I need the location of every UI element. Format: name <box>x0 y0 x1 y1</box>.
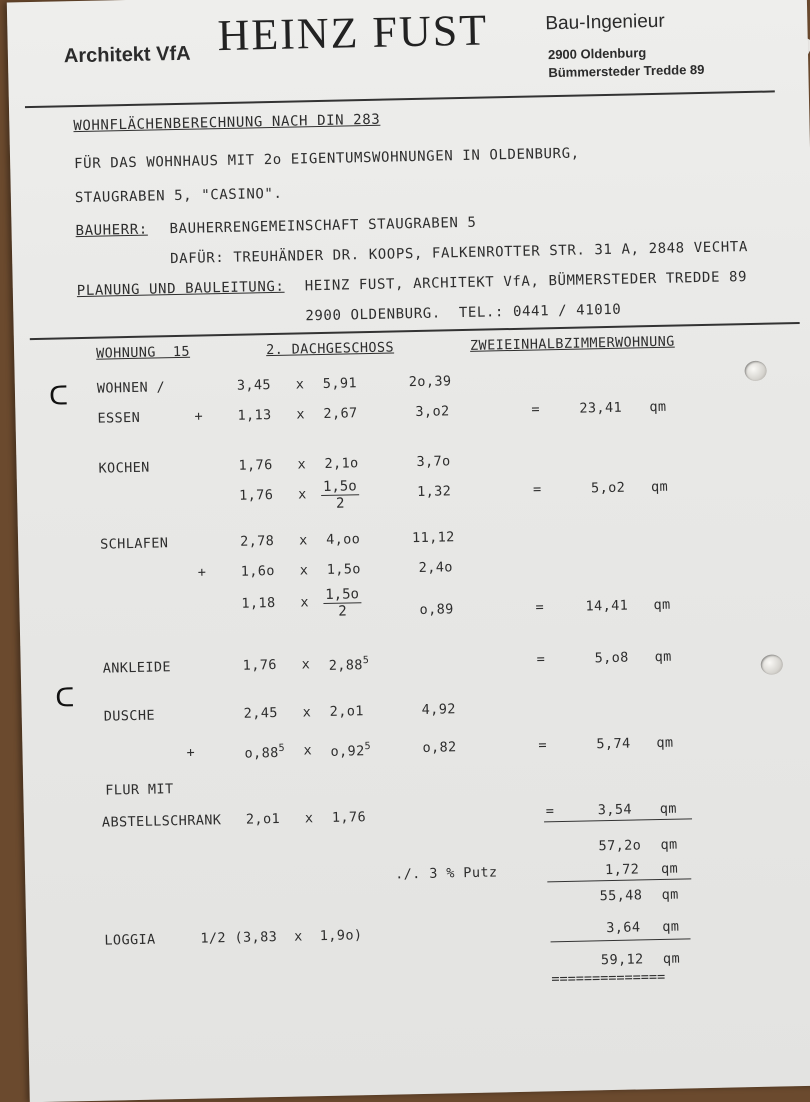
cell-value: 1,76 <box>242 656 278 674</box>
putz-deduction-value: 1,72 <box>604 861 640 879</box>
unit-qm: qm <box>662 918 680 935</box>
row-label-flur: FLUR MIT <box>105 781 174 799</box>
letterhead-street: Bümmersteder Tredde 89 <box>548 61 705 81</box>
cell-value: 3,45 <box>236 377 272 394</box>
letterhead-city: 2900 Oldenburg <box>547 45 647 63</box>
unit-type: ZWEIEINHALBZIMMERWOHNUNG <box>469 333 675 354</box>
row-label-schlafen: SCHLAFEN <box>99 535 169 553</box>
plus-sign: + <box>194 408 204 425</box>
cell-value: 1,76 <box>331 809 367 826</box>
loggia-formula: 1/2 (3,83 x 1,9o) <box>200 927 363 947</box>
planung-value: HEINZ FUST, ARCHITEKT VfA, BÜMMERSTEDER TREDDE 89 <box>304 269 748 295</box>
superscript-digit: 5 <box>362 655 370 667</box>
times-sign: x <box>299 562 309 579</box>
unit-qm: qm <box>659 800 678 817</box>
fraction-numerator: 1,5o <box>321 478 359 496</box>
intro-line-2: STAUGRABEN 5, "CASINO". <box>74 185 283 207</box>
fraction-numerator: 1,5o <box>323 586 361 604</box>
room-total: 23,41 <box>579 399 623 417</box>
cell-value: 1,13 <box>237 407 272 424</box>
cell-value: o,92 <box>330 743 365 760</box>
cell-value: 2,78 <box>239 533 275 550</box>
cell-value: 1,5o <box>326 561 362 578</box>
times-sign: x <box>298 532 308 549</box>
cell-value: 2,45 <box>243 704 279 722</box>
room-total: 5,74 <box>596 735 631 753</box>
cell-result: 3,o2 <box>415 403 450 421</box>
cell-value: 2,o1 <box>245 810 281 828</box>
loggia-value: 3,64 <box>606 919 641 937</box>
superscript-digit: 5 <box>364 741 372 753</box>
times-sign: x <box>303 742 313 759</box>
cell-result: 11,12 <box>411 529 455 547</box>
row-label-ankleide: ANKLEIDE <box>102 659 172 677</box>
grand-total-value: 59,12 <box>600 951 644 969</box>
sum-underline <box>551 938 691 942</box>
room-total: 5,o8 <box>594 649 629 667</box>
equals-sign: = <box>531 401 541 418</box>
letterhead-name: HEINZ FUST <box>217 5 489 61</box>
plus-sign: + <box>197 564 207 581</box>
dafuer-line: DAFÜR: TREUHÄNDER DR. KOOPS, FALKENROTTER STR. 31 A, 2848 VECHTA <box>170 239 749 268</box>
room-total: 5,o2 <box>590 479 626 497</box>
unit-qm: qm <box>649 398 667 416</box>
times-sign: x <box>296 406 306 423</box>
equals-sign: = <box>532 481 542 498</box>
fraction <box>323 586 361 620</box>
times-sign: x <box>302 704 312 721</box>
room-total: 14,41 <box>585 597 629 615</box>
row-label-dusche: DUSCHE <box>103 707 156 725</box>
unit-qm: qm <box>660 860 679 877</box>
bauherr-label: BAUHERR: <box>75 221 148 240</box>
cell-value: 1,76 <box>238 487 274 504</box>
equals-sign: = <box>536 651 546 668</box>
cell-result: 1,32 <box>416 483 452 501</box>
fraction <box>321 478 359 512</box>
margin-mark: ᑕ <box>55 683 75 714</box>
fraction-denominator: 2 <box>338 603 347 620</box>
punch-hole <box>744 361 766 381</box>
letterhead-title-prefix: Architekt VfA <box>63 42 191 68</box>
cell-value-with-superscript <box>244 743 285 762</box>
equals-sign: = <box>538 737 548 754</box>
unit-wohnung: WOHNUNG 15 <box>95 343 191 362</box>
cell-value: o,88 <box>244 744 279 762</box>
equals-sign: = <box>545 803 555 820</box>
loggia-label: LOGGIA <box>104 931 156 949</box>
cell-value: 2,1o <box>324 455 359 472</box>
putz-deduction-label: ./. 3 % Putz <box>394 864 498 883</box>
cell-value: 2,88 <box>328 657 364 674</box>
document-heading: WOHNFLÄCHENBERECHNUNG NACH DIN 283 <box>73 111 381 135</box>
after-putz-value: 55,48 <box>599 887 643 905</box>
equals-sign: = <box>535 599 545 616</box>
cell-value: 2,o1 <box>329 703 364 720</box>
row-label-essen: ESSEN <box>97 409 141 427</box>
cell-result: 4,92 <box>421 701 456 718</box>
double-underline: ============== <box>551 968 666 988</box>
unit-qm: qm <box>654 648 672 666</box>
plus-sign: + <box>186 744 196 761</box>
cell-value: 2,67 <box>323 405 358 422</box>
times-sign: x <box>304 810 314 827</box>
cell-result: 2,4o <box>418 559 453 576</box>
unit-geschoss: 2. DACHGESCHOSS <box>265 339 395 359</box>
document-page <box>7 0 810 1102</box>
planung-label: PLANUNG UND BAULEITUNG: <box>76 278 285 300</box>
cell-value: 1,76 <box>238 457 273 474</box>
fraction-denominator: 2 <box>335 495 345 512</box>
sum-underline <box>547 878 691 882</box>
unit-qm: qm <box>656 734 674 752</box>
unit-qm: qm <box>650 478 669 496</box>
times-sign: x <box>301 656 311 673</box>
cell-value: 1,6o <box>240 563 276 580</box>
times-sign: x <box>297 486 307 503</box>
unit-qm: qm <box>653 596 671 614</box>
times-sign: x <box>295 376 305 393</box>
unit-qm: qm <box>660 836 678 853</box>
unit-qm: qm <box>662 950 681 967</box>
intro-line-1: FÜR DAS WOHNHAUS MIT 2o EIGENTUMSWOHNUNGEN IN OLDENBURG, <box>74 145 580 173</box>
row-label-wohnen: WOHNEN / <box>96 379 166 397</box>
cell-value-with-superscript <box>330 741 371 760</box>
planung-line-2: 2900 OLDENBURG. TEL.: 0441 / 41010 <box>305 301 622 325</box>
room-total: 3,54 <box>597 801 633 819</box>
cell-result: o,82 <box>422 739 457 756</box>
letterhead-profession: Bau-Ingenieur <box>545 10 665 35</box>
header-rule <box>30 322 800 340</box>
cell-result: 2o,39 <box>408 373 452 391</box>
times-sign: x <box>300 594 310 611</box>
unit-qm: qm <box>661 886 679 903</box>
sum-underline <box>544 818 692 822</box>
letterhead-rule <box>25 90 775 108</box>
punch-hole <box>761 654 783 674</box>
cell-result: 3,7o <box>416 453 451 471</box>
subtotal-value: 57,2o <box>598 837 642 855</box>
cell-value: 1,18 <box>241 595 276 612</box>
margin-mark: ᑕ <box>48 381 69 412</box>
cell-value: 5,91 <box>322 375 358 392</box>
superscript-digit: 5 <box>278 742 286 754</box>
row-label-kochen: KOCHEN <box>98 459 150 477</box>
row-label-abstellschrank: ABSTELLSCHRANK <box>101 812 222 831</box>
cell-result: o,89 <box>419 601 454 618</box>
cell-value-with-superscript <box>329 655 370 674</box>
times-sign: x <box>297 456 307 473</box>
bauherr-value: BAUHERRENGEMEINSCHAFT STAUGRABEN 5 <box>169 214 477 238</box>
cell-value: 4,oo <box>325 531 361 548</box>
